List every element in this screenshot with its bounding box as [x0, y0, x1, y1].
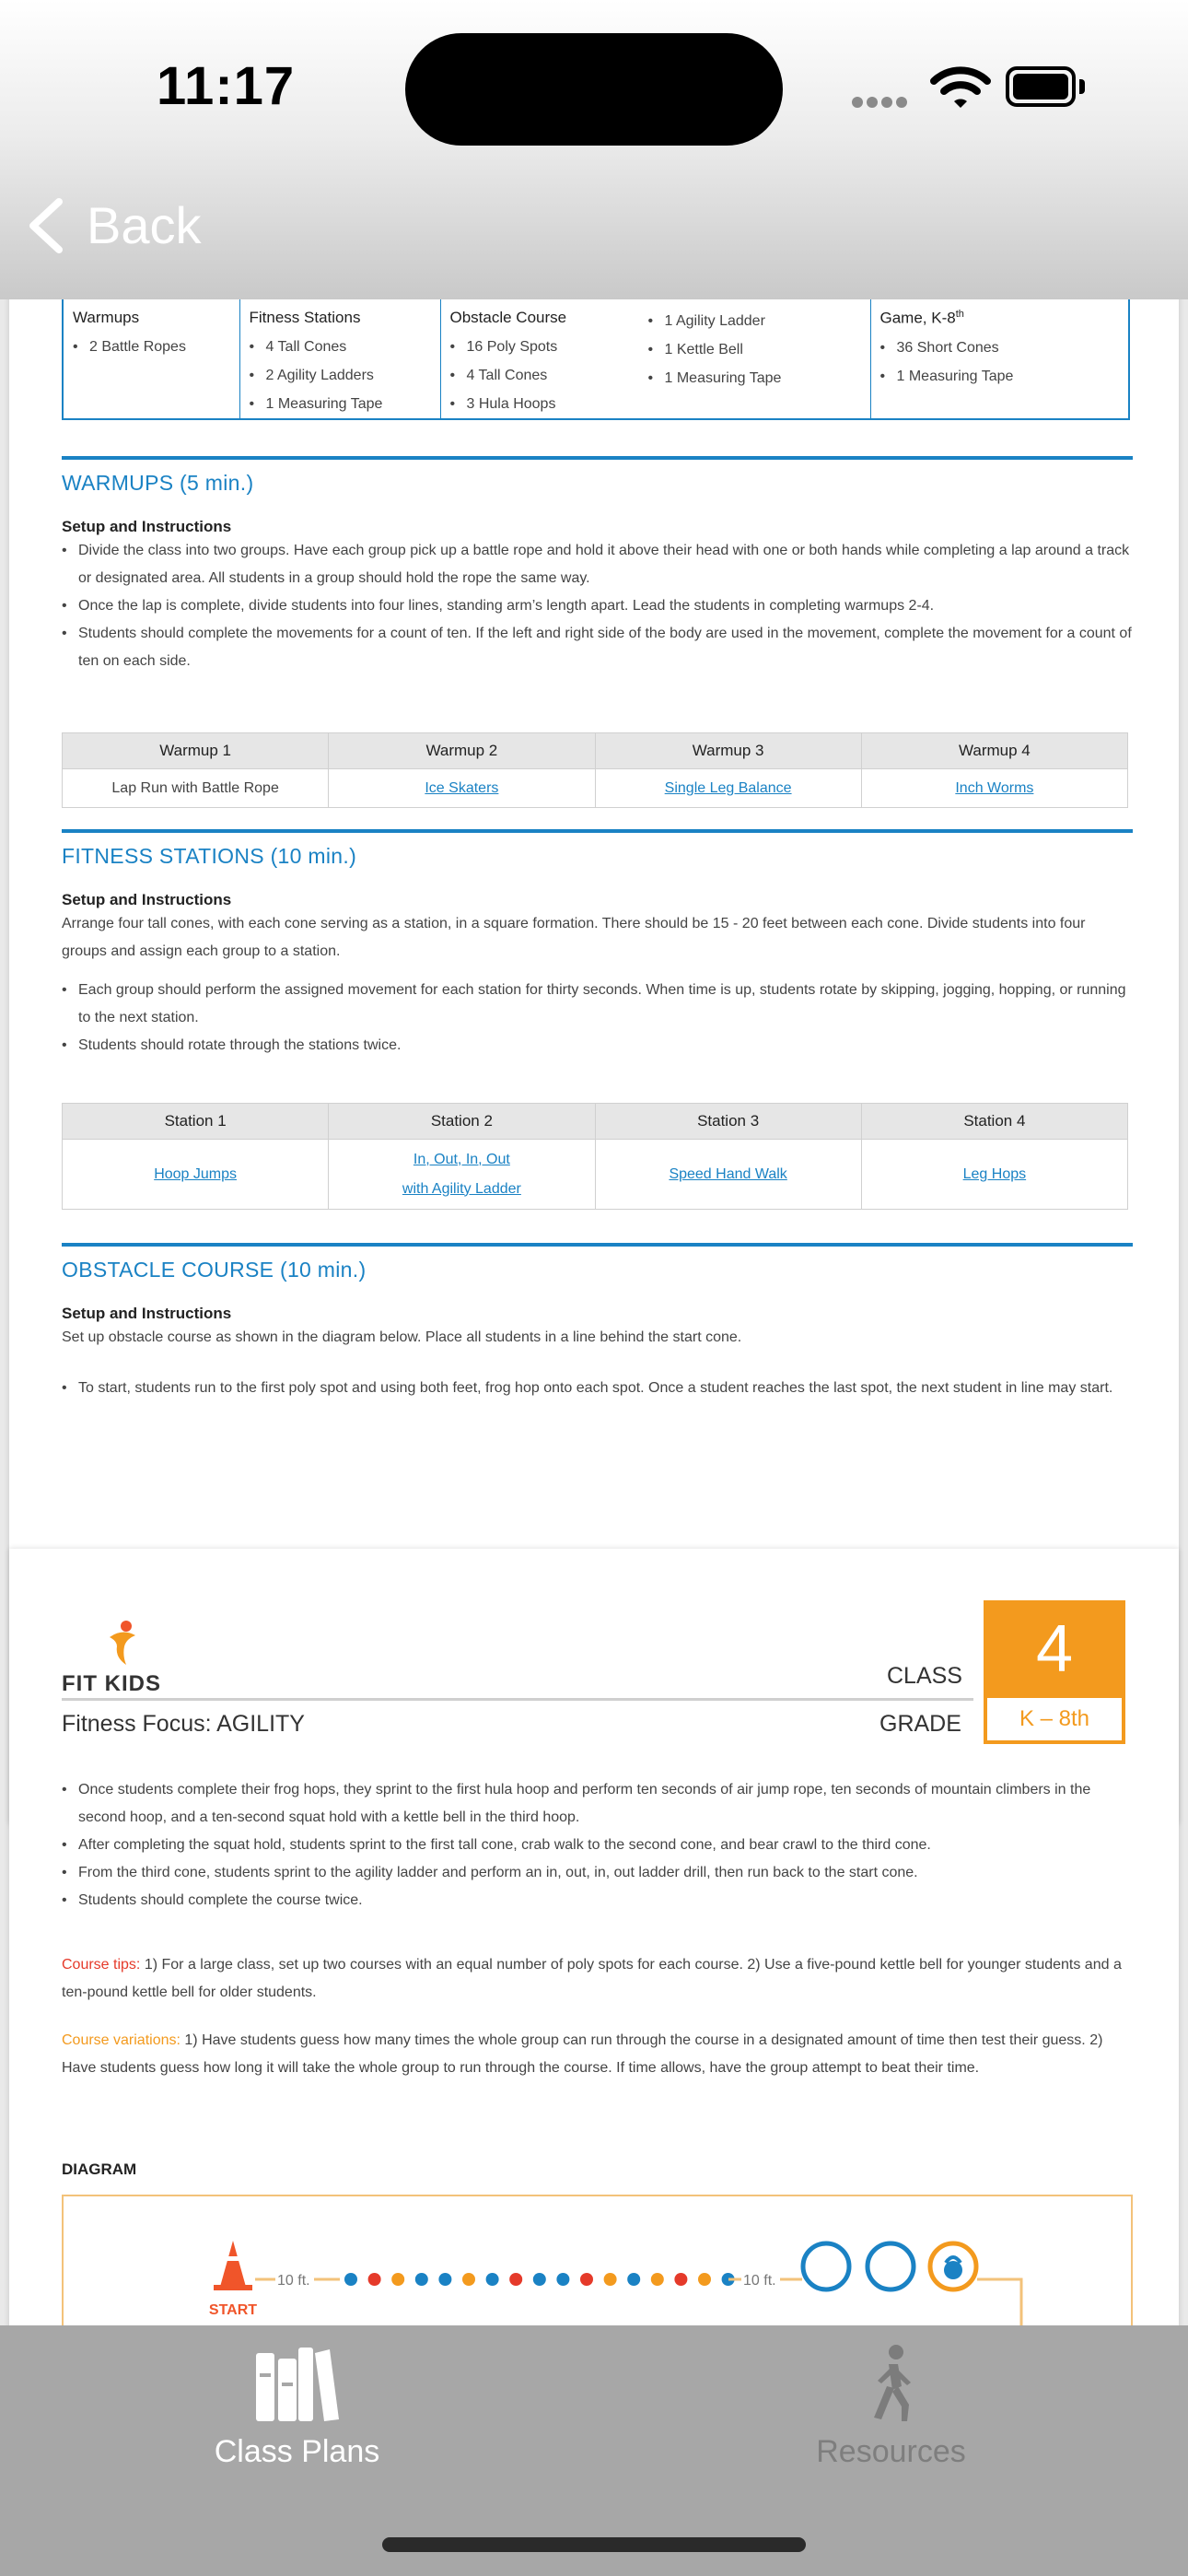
- status-time: 11:17: [157, 56, 296, 116]
- list-item: • Students should complete the course twice.: [62, 1887, 1133, 1914]
- list-item: • To start, students run to the first poly spot and using both feet, frog hop onto each spot. Once a student reaches the last spot, the next student in line may start.: [62, 1375, 1133, 1402]
- section-divider: [62, 456, 1133, 460]
- obstacle-instructions-continued: [62, 1776, 1133, 1914]
- stations-instructions: [62, 977, 1133, 1060]
- tab-class-plans-label: Class Plans: [214, 2434, 380, 2469]
- list-item: • After completing the squat hold, students sprint to the first tall cone, crab walk to the second cone, and bear crawl to the third cone.: [62, 1832, 1133, 1859]
- warmups-instructions: [62, 537, 1133, 675]
- warmups-table: Warmup 1 Warmup 2 Warmup 3 Warmup 4 Lap Run with Battle Rope Ice Skaters Single Leg Balance Inch Worms: [62, 732, 1133, 808]
- navigation-header: [0, 0, 1188, 299]
- battery-icon: [1006, 66, 1076, 107]
- hula-hoop-1: [803, 2243, 849, 2289]
- poly-spot: [674, 2273, 687, 2286]
- link-in-out-agility-ladder[interactable]: In, Out, In, Out with Agility Ladder: [329, 1140, 595, 1210]
- fit-kids-logo-icon: [99, 1619, 150, 1667]
- link-speed-hand-walk[interactable]: Speed Hand Walk: [669, 1165, 787, 1182]
- document-page-2: [9, 1549, 1179, 2326]
- link-ice-skaters[interactable]: Ice Skaters: [425, 779, 499, 796]
- grade-range: K – 8th: [987, 1698, 1122, 1740]
- hula-hoop-2: [868, 2243, 914, 2289]
- poly-spot: [438, 2273, 451, 2286]
- chevron-left-icon: [26, 196, 66, 255]
- fit-kids-logo: FIT KIDS: [62, 1619, 227, 1697]
- list-item: • Once the lap is complete, divide students into four lines, standing arm’s length apart. Lead the students in completing warmups 2-4.: [62, 592, 1133, 620]
- kettle-bell-icon: [944, 2257, 962, 2279]
- obstacle-instructions: [62, 1375, 1133, 1402]
- grade-label: GRADE: [879, 1711, 961, 1737]
- class-label: CLASS: [887, 1663, 962, 1689]
- section-divider: [62, 1243, 1133, 1247]
- poly-spot: [391, 2273, 404, 2286]
- header-divider: [62, 1698, 973, 1701]
- poly-spot: [368, 2273, 381, 2286]
- course-tips: Course tips: 1) For a large class, set up two courses with an equal number of poly spots for each course. 2) Use a five-pound kettle bell for younger students and a ten-pound kettle bell for older students.: [62, 1957, 1122, 2000]
- list-item: • Each group should perform the assigned movement for each station for thirty seconds. When time is up, students rotate by skipping, jogging, hopping, or running to the next station.: [62, 977, 1133, 1032]
- back-label: Back: [87, 196, 202, 254]
- stations-title: FITNESS STATIONS (10 min.): [62, 844, 357, 868]
- list-item: • Students should rotate through the stations twice.: [62, 1032, 1133, 1060]
- tab-resources-label: Resources: [816, 2434, 966, 2469]
- link-single-leg-balance[interactable]: Single Leg Balance: [664, 779, 792, 796]
- diagram-title: DIAGRAM: [62, 2160, 137, 2178]
- diagram-drawing: [64, 2196, 1130, 2326]
- tab-class-plans[interactable]: [0, 2325, 594, 2491]
- poly-spot: [627, 2273, 640, 2286]
- link-inch-worms[interactable]: Inch Worms: [955, 779, 1034, 796]
- course-path-line: [977, 2279, 1021, 2326]
- section-divider: [62, 829, 1133, 833]
- stations-intro: Arrange four tall cones, with each cone serving as a station, in a square formation. There should be 15 - 20 feet between each cone. Divide students into four groups and assign each group to a station.: [62, 916, 1086, 959]
- poly-spot: [651, 2273, 664, 2286]
- poly-spot: [698, 2273, 711, 2286]
- warmups-setup-heading: Setup and Instructions: [62, 518, 232, 535]
- course-variations: Course variations: 1) Have students guess how many times the whole group can run through the course in a designated amount of time then test their guess. 2) Have students guess how long it will take the whole group to run through the course. If time allows, have the group attempt to beat their time.: [62, 2032, 1103, 2076]
- materials-fitness-stations: Fitness Stations • 4 Tall Cones • 2 Agility Ladders • 1 Measuring Tape: [239, 299, 440, 419]
- materials-table: [62, 299, 1133, 420]
- poly-spots: [344, 2273, 735, 2286]
- gap-label-1: 10 ft.: [277, 2273, 310, 2289]
- obstacle-setup-heading: Setup and Instructions: [62, 1305, 232, 1322]
- walking-person-icon: [861, 2344, 920, 2423]
- back-button[interactable]: [26, 195, 202, 255]
- link-leg-hops[interactable]: Leg Hops: [962, 1165, 1027, 1182]
- link-hoop-jumps[interactable]: Hoop Jumps: [154, 1165, 238, 1182]
- home-indicator: [382, 2537, 806, 2552]
- start-label: START: [208, 2302, 258, 2318]
- poly-spot: [344, 2273, 357, 2286]
- tab-resources[interactable]: [594, 2325, 1188, 2491]
- cellular-signal-icon: [852, 96, 911, 112]
- materials-game: Game, K-8th • 36 Short Cones • 1 Measuring Tape: [870, 299, 1129, 419]
- poly-spot: [533, 2273, 546, 2286]
- poly-spot: [486, 2273, 499, 2286]
- start-cone-icon: [214, 2241, 252, 2290]
- stations-setup-heading: Setup and Instructions: [62, 891, 232, 908]
- obstacle-course-diagram: [62, 2195, 1133, 2326]
- books-icon: [252, 2346, 341, 2423]
- list-item: • Divide the class into two groups. Have each group pick up a battle rope and hold it above their head with one or both hands while completing a lap around a track or designated area. All students in a group should hold the rope the same way.: [62, 537, 1133, 592]
- class-number-badge: 4 K – 8th: [984, 1600, 1125, 1744]
- poly-spot: [415, 2273, 428, 2286]
- poly-spot: [604, 2273, 617, 2286]
- gap-label-2: 10 ft.: [743, 2273, 776, 2289]
- battery-tip: [1079, 79, 1085, 94]
- obstacle-intro: Set up obstacle course as shown in the diagram below. Place all students in a line behind the start cone.: [62, 1329, 742, 1345]
- dynamic-island: [405, 33, 783, 146]
- pdf-document-viewer[interactable]: [0, 299, 1188, 2326]
- obstacle-title: OBSTACLE COURSE (10 min.): [62, 1258, 367, 1282]
- poly-spot: [462, 2273, 475, 2286]
- materials-warmups: Warmups • 2 Battle Ropes: [63, 299, 239, 419]
- materials-obstacle-course: Obstacle Course • 16 Poly Spots • 4 Tall Cones • 3 Hula Hoops • 1 Agility Ladder • 1 Kettle Bell • 1 Measuring Tape: [440, 299, 870, 419]
- poly-spot: [580, 2273, 593, 2286]
- fitness-focus: Fitness Focus: AGILITY: [62, 1711, 305, 1737]
- stations-table: Station 1 Station 2 Station 3 Station 4 Hoop Jumps In, Out, In, Out with Agility Ladder Speed Hand Walk Leg Hops: [62, 1103, 1133, 1210]
- list-item: • From the third cone, students sprint to the agility ladder and perform an in, out, in, out ladder drill, then run back to the start cone.: [62, 1859, 1133, 1887]
- list-item: • Students should complete the movements for a count of ten. If the left and right side of the body are used in the movement, complete the movement for a count of ten on each side.: [62, 620, 1133, 675]
- wifi-icon: [930, 64, 991, 111]
- poly-spot: [556, 2273, 569, 2286]
- poly-spot: [509, 2273, 522, 2286]
- list-item: • Once students complete their frog hops, they sprint to the first hula hoop and perform ten seconds of air jump rope, ten seconds of mountain climbers in the second hoop, and a ten-second squat hold with a kettle bell in the third hoop.: [62, 1776, 1133, 1832]
- warmups-title: WARMUPS (5 min.): [62, 471, 254, 495]
